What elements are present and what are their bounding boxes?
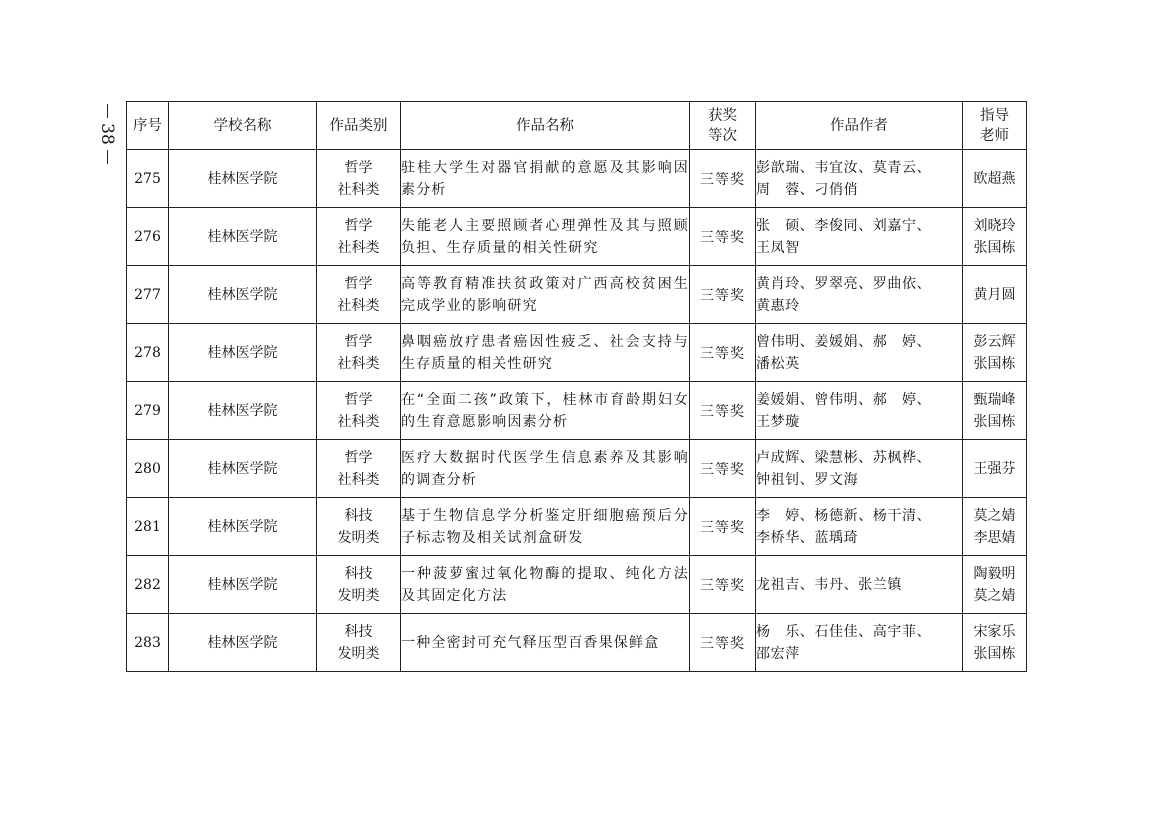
- cell-seq: 278: [127, 324, 169, 382]
- cell-advisor-line2: 张国栋: [973, 239, 1016, 256]
- table-row: [127, 150, 1027, 208]
- cell-category-line2: 社科类: [337, 181, 380, 198]
- cell-category: [317, 556, 401, 614]
- cell-award: 三等奖: [690, 150, 756, 208]
- cell-authors-line1: 张 硕、李俊同、刘嘉宁、: [756, 217, 932, 234]
- cell-category-line2: 社科类: [337, 297, 380, 314]
- cell-award: 三等奖: [690, 498, 756, 556]
- cell-authors: [756, 556, 963, 614]
- cell-category-line2: 社科类: [337, 413, 380, 430]
- header-award-line1: 获奖: [708, 107, 737, 124]
- cell-seq: 277: [127, 266, 169, 324]
- page-number: [93, 100, 121, 168]
- cell-school: 桂林医学院: [169, 324, 317, 382]
- table-row: [127, 498, 1027, 556]
- page-number-dash-top: [107, 104, 108, 118]
- cell-authors-line2: 周 蓉、刁俏俏: [756, 181, 859, 198]
- cell-category-line2: 社科类: [337, 239, 380, 256]
- cell-advisor: [963, 150, 1027, 208]
- cell-category-line2: 社科类: [337, 471, 380, 488]
- cell-category: [317, 614, 401, 672]
- header-advisor-line1: 指导: [980, 107, 1009, 124]
- cell-title: 一种全密封可充气释压型百香果保鲜盒: [401, 614, 690, 672]
- cell-authors-line2: 王梦璇: [756, 413, 800, 430]
- cell-advisor-line2: 张国栋: [973, 355, 1016, 372]
- cell-authors: [756, 208, 963, 266]
- cell-category: [317, 382, 401, 440]
- table-row: [127, 440, 1027, 498]
- cell-category-line1: 科技: [344, 507, 373, 524]
- cell-advisor: [963, 440, 1027, 498]
- page-number-text: 38: [96, 123, 117, 145]
- cell-school: 桂林医学院: [169, 440, 317, 498]
- cell-authors-line2: 邵宏萍: [756, 645, 800, 662]
- cell-school: 桂林医学院: [169, 208, 317, 266]
- cell-title: 在“全面二孩”政策下，桂林市育龄期妇女的生育意愿影响因素分析: [401, 382, 690, 440]
- cell-category-line1: 哲学: [344, 391, 373, 408]
- cell-category-line1: 哲学: [344, 275, 373, 292]
- cell-authors: [756, 498, 963, 556]
- cell-advisor-line2: 张国栋: [973, 413, 1016, 430]
- cell-advisor-line1: 刘晓玲: [973, 217, 1016, 234]
- cell-authors-line2: 黄惠玲: [756, 297, 800, 314]
- header-award-line2: 等次: [708, 127, 737, 144]
- header-authors: 作品作者: [756, 102, 963, 150]
- cell-advisor-line1: 莫之婧: [973, 507, 1016, 524]
- cell-authors: [756, 382, 963, 440]
- cell-school: 桂林医学院: [169, 150, 317, 208]
- page-number-dash-bottom: [107, 150, 108, 164]
- cell-title: 一种菠萝蜜过氧化物酶的提取、纯化方法及其固定化方法: [401, 556, 690, 614]
- cell-seq: 276: [127, 208, 169, 266]
- cell-advisor: [963, 556, 1027, 614]
- cell-authors: [756, 614, 963, 672]
- cell-category-line1: 哲学: [344, 449, 373, 466]
- header-award: [690, 102, 756, 150]
- cell-authors: [756, 150, 963, 208]
- cell-award: 三等奖: [690, 266, 756, 324]
- cell-advisor: [963, 324, 1027, 382]
- cell-award: 三等奖: [690, 382, 756, 440]
- cell-category-line2: 发明类: [337, 529, 380, 546]
- header-title: 作品名称: [401, 102, 690, 150]
- awards-table: [126, 101, 1027, 672]
- cell-authors-line1: 曾伟明、姜媛娟、郝 婷、: [756, 333, 932, 350]
- cell-authors-line1: 龙祖吉、韦丹、张兰镇: [756, 576, 902, 593]
- cell-title: 驻桂大学生对器官捐献的意愿及其影响因素分析: [401, 150, 690, 208]
- cell-seq: 280: [127, 440, 169, 498]
- cell-advisor-line2: 莫之婧: [973, 587, 1016, 604]
- cell-award: 三等奖: [690, 324, 756, 382]
- cell-title: 高等教育精准扶贫政策对广西高校贫困生完成学业的影响研究: [401, 266, 690, 324]
- cell-school: 桂林医学院: [169, 498, 317, 556]
- table-row: [127, 614, 1027, 672]
- cell-seq: 279: [127, 382, 169, 440]
- cell-authors: [756, 324, 963, 382]
- cell-authors-line2: 王凤智: [756, 239, 800, 256]
- header-school: 学校名称: [169, 102, 317, 150]
- cell-school: 桂林医学院: [169, 266, 317, 324]
- cell-authors: [756, 266, 963, 324]
- cell-category: [317, 324, 401, 382]
- cell-school: 桂林医学院: [169, 614, 317, 672]
- cell-award: 三等奖: [690, 440, 756, 498]
- cell-category: [317, 498, 401, 556]
- header-seq: 序号: [127, 102, 169, 150]
- header-advisor-line2: 老师: [980, 127, 1009, 144]
- cell-authors-line1: 彭歆瑞、韦宜汝、莫青云、: [756, 159, 932, 176]
- cell-category-line2: 社科类: [337, 355, 380, 372]
- cell-seq: 283: [127, 614, 169, 672]
- table-header-row: [127, 102, 1027, 150]
- cell-advisor-line1: 甄瑞峰: [973, 391, 1016, 408]
- cell-advisor-line1: 宋家乐: [973, 623, 1016, 640]
- header-category: 作品类别: [317, 102, 401, 150]
- cell-advisor-line1: 黄月圆: [973, 286, 1016, 303]
- cell-advisor-line1: 陶毅明: [973, 565, 1016, 582]
- table-row: [127, 556, 1027, 614]
- cell-category: [317, 208, 401, 266]
- cell-advisor-line1: 彭云辉: [973, 333, 1016, 350]
- cell-title: 鼻咽癌放疗患者癌因性疲乏、社会支持与生存质量的相关性研究: [401, 324, 690, 382]
- cell-advisor-line1: 欧超燕: [973, 170, 1016, 187]
- cell-category-line1: 哲学: [344, 159, 373, 176]
- cell-category-line1: 哲学: [344, 217, 373, 234]
- cell-authors-line2: 潘松英: [756, 355, 800, 372]
- cell-advisor: [963, 498, 1027, 556]
- cell-seq: 282: [127, 556, 169, 614]
- cell-category: [317, 266, 401, 324]
- cell-advisor: [963, 208, 1027, 266]
- table-row: [127, 324, 1027, 382]
- cell-advisor-line2: 张国栋: [973, 645, 1016, 662]
- cell-category-line1: 科技: [344, 623, 373, 640]
- cell-advisor-line2: 李思婧: [973, 529, 1016, 546]
- cell-authors-line1: 卢成辉、梁慧彬、苏枫桦、: [756, 449, 932, 466]
- header-advisor: [963, 102, 1027, 150]
- cell-authors-line2: 钟祖钊、罗文海: [756, 471, 859, 488]
- table-row: [127, 266, 1027, 324]
- cell-title: 医疗大数据时代医学生信息素养及其影响的调查分析: [401, 440, 690, 498]
- cell-category-line1: 科技: [344, 565, 373, 582]
- cell-title: 失能老人主要照顾者心理弹性及其与照顾负担、生存质量的相关性研究: [401, 208, 690, 266]
- cell-advisor: [963, 382, 1027, 440]
- cell-category-line2: 发明类: [337, 587, 380, 604]
- cell-advisor: [963, 614, 1027, 672]
- cell-authors: [756, 440, 963, 498]
- cell-authors-line2: 李桥华、蓝瑀琦: [756, 529, 859, 546]
- table-row: [127, 208, 1027, 266]
- cell-category: [317, 150, 401, 208]
- cell-award: 三等奖: [690, 614, 756, 672]
- cell-category: [317, 440, 401, 498]
- cell-advisor: [963, 266, 1027, 324]
- cell-seq: 281: [127, 498, 169, 556]
- cell-category-line2: 发明类: [337, 645, 380, 662]
- cell-category-line1: 哲学: [344, 333, 373, 350]
- cell-award: 三等奖: [690, 208, 756, 266]
- cell-school: 桂林医学院: [169, 382, 317, 440]
- cell-authors-line1: 杨 乐、石佳佳、高宇菲、: [756, 623, 932, 640]
- cell-advisor-line1: 王强芬: [973, 460, 1016, 477]
- cell-authors-line1: 李 婷、杨德新、杨干清、: [756, 507, 932, 524]
- cell-award: 三等奖: [690, 556, 756, 614]
- cell-title: 基于生物信息学分析鉴定肝细胞癌预后分子标志物及相关试剂盒研发: [401, 498, 690, 556]
- table-row: [127, 382, 1027, 440]
- cell-school: 桂林医学院: [169, 556, 317, 614]
- cell-authors-line1: 姜媛娟、曾伟明、郝 婷、: [756, 391, 932, 408]
- cell-authors-line1: 黄肖玲、罗翠亮、罗曲依、: [756, 275, 932, 292]
- cell-seq: 275: [127, 150, 169, 208]
